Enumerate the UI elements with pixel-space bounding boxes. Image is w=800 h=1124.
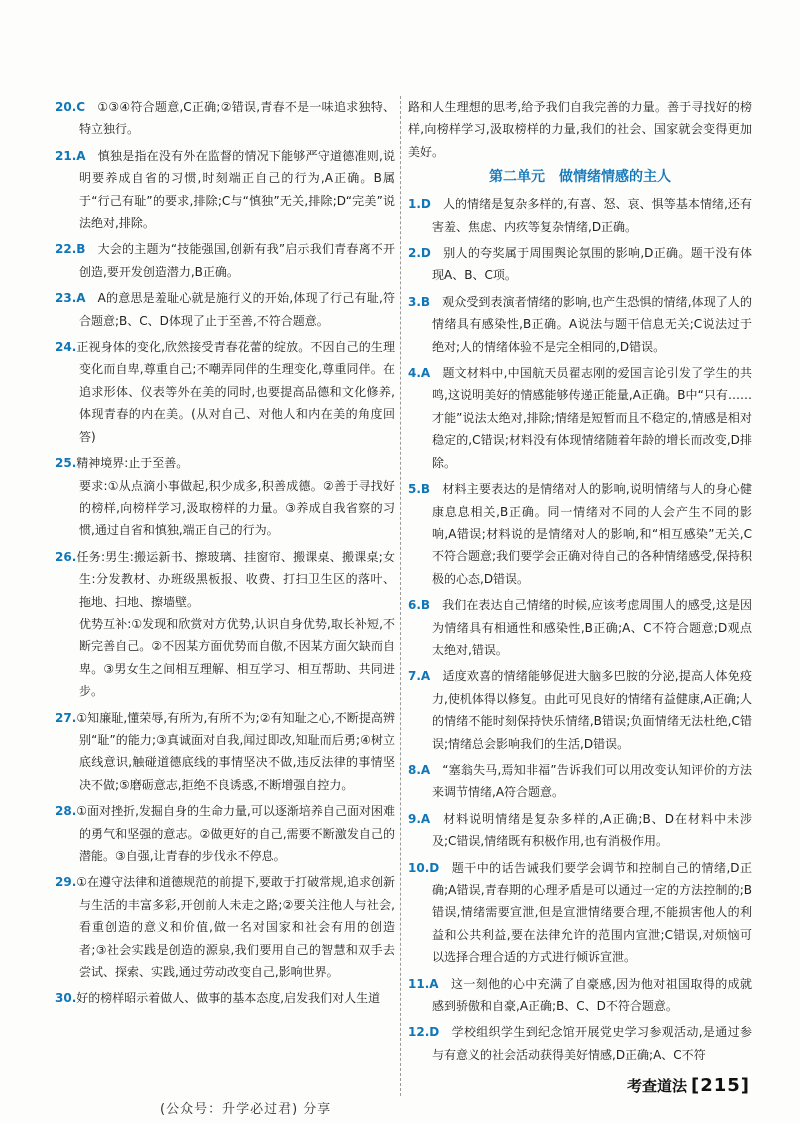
item-text: 人的情绪是复杂多样的,有喜、怒、哀、惧等基本情绪,还有害羞、焦虑、内疚等复杂情绪,D正确。 bbox=[432, 197, 752, 234]
item-number: 6. bbox=[408, 598, 421, 613]
item-text: 慎独是指在没有外在监督的情况下能够严守道德准则,说明要养成自省的习惯,时刻端正自己的行为,A正确。B属于“行己有耻”的要求,排除;C与“慎独”无关,排除;D“完美”说法绝对,排除。 bbox=[79, 148, 395, 231]
answer-item bbox=[55, 987, 395, 1009]
answer-item bbox=[55, 287, 395, 332]
item-text: 优势互补:①发现和欣赏对方优势,认识自身优势,取长补短,不断完善自己。②不因某方面优势而自傲,不因某方面欠缺而自卑。③男女生之间相互理解、相互学习、相互帮助、共同进步。 bbox=[79, 616, 395, 699]
item-text: 要求:①从点滴小事做起,积少成多,积善成德。②善于寻找好的榜样,向榜样学习,汲取榜样的力量。③养成自我省察的习惯,通过自省和慎独,端正自己的行为。 bbox=[79, 478, 395, 538]
item-number: 1. bbox=[408, 197, 421, 212]
item-number: 7. bbox=[408, 669, 421, 684]
item-number: 26. bbox=[55, 549, 77, 564]
item-answer: D bbox=[420, 246, 431, 261]
item-text: 正视身体的变化,欣然接受青春花蕾的绽放。不因自己的生理变化而自卑,尊重自己;不嘲弄同伴的生理变化,尊重同伴。在追求形体、仪表等外在美的同时,也要提高品德和文化修养,体现青春的内在美。(从对自己、对他人和内在美的角度回答) bbox=[76, 340, 395, 444]
right-continuation: 路和人生理想的思考,给予我们自我完善的力量。善于寻找好的榜样,向榜样学习,汲取榜样的力量,我们的社会、国家就会变得更加美好。 bbox=[408, 100, 752, 159]
item-answer: A bbox=[420, 762, 431, 777]
item-text: 这一刻他的心中充满了自豪感,因为他对祖国取得的成就感到骄傲和自豪,A正确;B、C、D不符合题意。 bbox=[432, 976, 752, 1014]
item-answer: A bbox=[76, 148, 86, 163]
answer-item bbox=[55, 871, 395, 983]
footer-title bbox=[627, 1075, 750, 1096]
item-text: 题文材料中,中国航天员翟志刚的爱国言论引发了学生的共鸣,这说明美好的情感能够传递正能量,A正确。B中“只有……才能”说法太绝对,排除;情绪是短暂而且不稳定的,情感是相对稳定的,C错误;材料没有体现情绪随着年龄的增长而改变,D排除。 bbox=[432, 366, 752, 470]
right-column bbox=[408, 96, 752, 1070]
item-text: 大会的主题为“技能强国,创新有我”启示我们青春离不开创造,要开发创造潜力,B正确。 bbox=[79, 242, 395, 279]
item-answer: A bbox=[76, 291, 86, 306]
item-number: 8. bbox=[408, 762, 421, 777]
item-number: 12. bbox=[408, 1025, 430, 1040]
answer-item bbox=[408, 857, 752, 969]
answer-item bbox=[408, 1021, 752, 1066]
item-answer: D bbox=[429, 1025, 440, 1040]
left-column bbox=[55, 96, 395, 1014]
item-text: 精神境界:止于至善。 bbox=[76, 456, 189, 471]
page-number: [215] bbox=[690, 1075, 750, 1096]
answer-item bbox=[408, 362, 752, 474]
item-number: 3. bbox=[408, 294, 421, 309]
item-answer: A bbox=[429, 976, 439, 991]
item-answer: B bbox=[420, 294, 431, 309]
answer-item bbox=[408, 594, 752, 661]
item-text: 别人的夸奖属于周围舆论氛围的影响,D正确。题干没有体现A、B、C项。 bbox=[432, 246, 752, 283]
item-text: 好的榜样昭示着做人、做事的基本态度,启发我们对人生道 bbox=[76, 991, 381, 1006]
item-text: 题干中的话告诫我们要学会调节和控制自己的情绪,D正确;A错误,青春期的心理矛盾是可以通过一定的方法控制的;B错误,情绪需要宣泄,但是宣泄情绪要合理,不能损害他人的利益和公共利益,要在法律允许的范围内宣泄;C错误,对烦恼可以选择合理合适的方式进行倾诉宣泄。 bbox=[432, 860, 752, 965]
footer-note: (公众号：升学必过君) 分享 bbox=[160, 1102, 332, 1117]
item-number: 9. bbox=[408, 811, 421, 826]
item-number: 11. bbox=[408, 976, 430, 991]
answer-item bbox=[55, 546, 395, 703]
answer-item bbox=[408, 478, 752, 590]
item-number: 2. bbox=[408, 246, 421, 261]
item-text: ①在遵守法律和道德规范的前提下,要敢于打破常规,追求创新与生活的丰富多彩,开创前人未走之路;②要关注他人与社会,看重创造的意义和价值,做一名对国家和社会有用的创造者;③社会实践是创造的源泉,我们要用自己的智慧和双手去尝试、探索、实践,通过劳动改变自己,影响世界。 bbox=[76, 875, 395, 980]
item-answer: A bbox=[420, 811, 431, 826]
item-text: 适度欢喜的情绪能够促进大脑多巴胺的分泌,提高人体免疫力,使机体得以修复。由此可见良好的情绪有益健康,A正确;人的情绪不能时刻保持快乐情绪,B错误;负面情绪无法杜绝,C错误;情绪总会影响我们的生活,D错误。 bbox=[432, 669, 752, 751]
item-text: 任务:男生:搬运新书、擦玻璃、挂窗帘、搬课桌、搬课桌;女生:分发教材、办班级黑板报、收费、打扫卫生区的落叶、拖地、扫地、擦墙壁。 bbox=[76, 549, 395, 609]
item-number: 23. bbox=[55, 291, 77, 306]
item-number: 28. bbox=[55, 804, 77, 819]
item-text: ①③④符合题意,C正确;②错误,青春不是一味追求独特、特立独行。 bbox=[79, 100, 395, 137]
answer-item bbox=[408, 242, 752, 287]
answer-item bbox=[55, 707, 395, 797]
item-text: A的意思是羞耻心就是施行义的开始,体现了行己有耻,符合题意;B、C、D体现了止于至善,不符合题意。 bbox=[79, 291, 395, 328]
answer-item bbox=[408, 665, 752, 755]
item-text: 学校组织学生到纪念馆开展党史学习参观活动,是通过参与有意义的社会活动获得美好情感,D正确;A、C不符 bbox=[432, 1025, 752, 1062]
item-answer: C bbox=[76, 100, 86, 114]
item-text: 观众受到表演者情绪的影响,也产生恐惧的情绪,体现了人的情绪具有感染性,B正确。A说法与题干信息无关;C说法过于绝对;人的情绪体验不是完全相同的,D错误。 bbox=[432, 294, 752, 354]
item-number: 27. bbox=[55, 710, 77, 725]
answer-item bbox=[408, 193, 752, 238]
answer-item bbox=[55, 145, 395, 235]
answer-item bbox=[408, 973, 752, 1018]
item-text: 材料说明情绪是复杂多样的,A正确;B、D在材料中未涉及;C错误,情绪既有积极作用,也有消极作用。 bbox=[432, 811, 752, 849]
item-answer: B bbox=[420, 598, 431, 613]
answer-item bbox=[55, 452, 395, 542]
answer-item bbox=[55, 96, 395, 141]
unit-title: 第二单元 做情绪情感的主人 bbox=[489, 169, 671, 186]
item-answer: B bbox=[420, 482, 431, 497]
item-text: ①面对挫折,发掘自身的生命力量,可以逐渐培养自己面对困难的勇气和坚强的意志。②做更好的自己,需要不断激发自己的潜能。③自强,让青春的步伐永不停息。 bbox=[76, 804, 395, 863]
item-number: 22. bbox=[55, 242, 77, 257]
footer-label: 考查道法 bbox=[626, 1077, 687, 1095]
answer-item bbox=[408, 291, 752, 358]
item-text: “塞翁失马,焉知非福”告诉我们可以用改变认知评价的方法来调节情绪,A符合题意。 bbox=[432, 762, 752, 800]
item-text: 材料主要表达的是情绪对人的影响,说明情绪与人的身心健康息息相关,B正确。同一情绪对不同的人会产生不同的影响,A错误;材料说的是情绪对人的影响,和“相互感染”无关,C不符合题意;我们要学会正确对待自己的各种情绪感受,保持积极的心态,D错误。 bbox=[432, 482, 752, 586]
item-text: ①知廉耻,懂荣辱,有所为,有所不为;②有知耻之心,不断提高辨别“耻”的能力;③真诚面对自我,闻过即改,知耻而后勇;④树立底线意识,触碰道德底线的事情坚决不做,违反法律的事情坚决不做;⑤磨砺意志,拒绝不良诱惑,不断增强自控力。 bbox=[76, 710, 395, 792]
item-number: 4. bbox=[408, 366, 421, 381]
answer-item bbox=[408, 759, 752, 804]
item-text: 我们在表达自己情绪的时候,应该考虑周围人的感受,这是因为情绪具有相通性和感染性,B正确;A、C不符合题意;D观点太绝对,错误。 bbox=[432, 598, 752, 657]
item-number: 25. bbox=[55, 456, 77, 471]
column-divider bbox=[400, 96, 401, 1096]
item-answer: D bbox=[420, 197, 431, 212]
answer-item bbox=[55, 238, 395, 283]
answer-item bbox=[55, 336, 395, 448]
item-number: 10. bbox=[408, 860, 430, 875]
item-number: 20. bbox=[55, 100, 77, 114]
item-answer: B bbox=[76, 242, 86, 257]
item-number: 5. bbox=[408, 482, 421, 497]
answer-item bbox=[55, 800, 395, 867]
item-answer: A bbox=[420, 366, 431, 381]
right-items bbox=[408, 193, 752, 1066]
item-number: 30. bbox=[55, 991, 77, 1006]
item-number: 21. bbox=[55, 148, 77, 163]
item-number: 29. bbox=[55, 875, 77, 890]
item-answer: D bbox=[429, 860, 440, 875]
item-number: 24. bbox=[55, 340, 77, 355]
item-answer: A bbox=[420, 669, 431, 684]
answer-item bbox=[408, 808, 752, 853]
